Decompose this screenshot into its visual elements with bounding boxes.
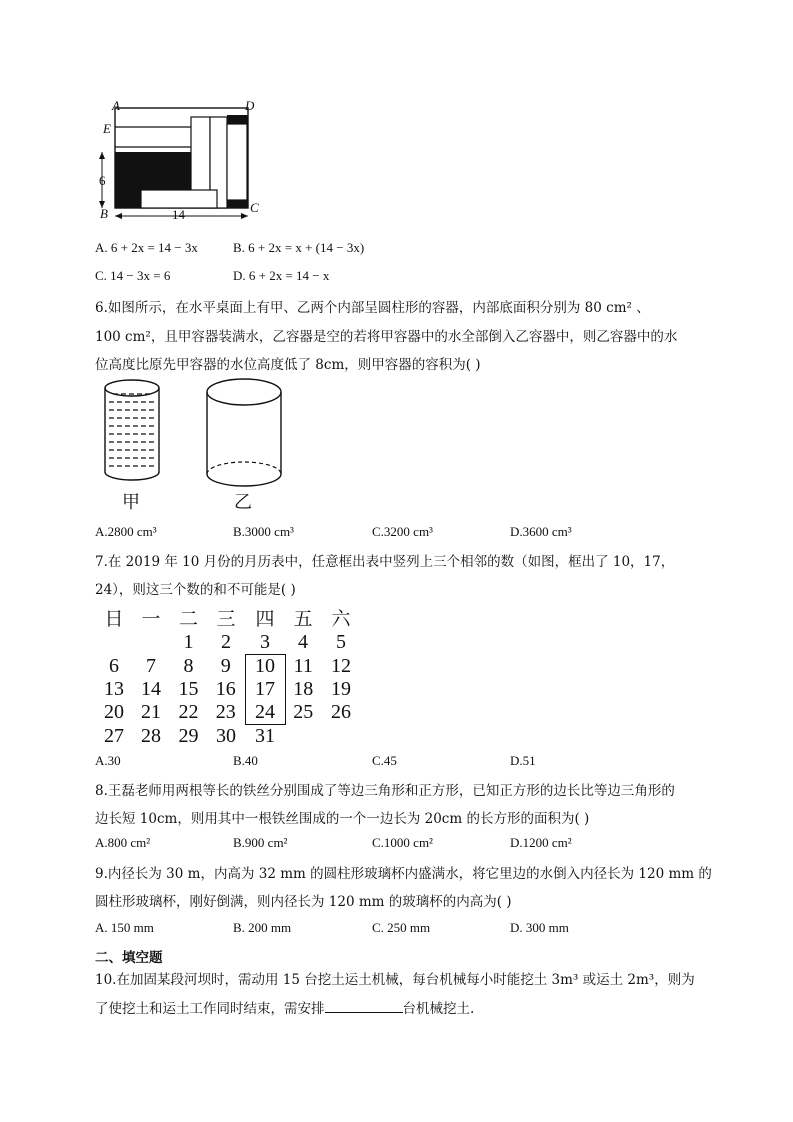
calendar-cell: 1 (183, 631, 194, 654)
q8-option-b: B.900 cm² (233, 835, 288, 850)
calendar-header-cell: 二 (178, 608, 198, 630)
q5-option-a: A. 6 + 2x = 14 − 3x (95, 240, 198, 255)
calendar-row (96, 631, 361, 655)
calendar-cell: 8 (183, 654, 194, 677)
calendar-row (96, 655, 361, 679)
calendar-cell: 23 (215, 701, 236, 724)
calendar-row (96, 725, 361, 749)
q7-calendar (96, 604, 361, 748)
answer-blank[interactable] (325, 1000, 403, 1013)
q5-rectangle-figure (95, 95, 270, 225)
label-e: E (103, 121, 111, 136)
calendar-cell: 7 (146, 654, 156, 677)
q9-option-d: D. 300 mm (510, 920, 569, 935)
q10-line-2-pre: 了使挖土和运土工作同时结束，需安排 (95, 1001, 325, 1017)
calendar-cell: 11 (293, 654, 313, 677)
calendar-header-cell: 六 (331, 608, 351, 630)
q7-option-c: C.45 (372, 753, 397, 768)
calendar-row (96, 701, 361, 725)
calendar-cell: 13 (104, 678, 124, 700)
calendar-cell: 27 (104, 724, 124, 747)
q7-line-1: 7.在 2019 年 10 月份的月历表中，任意框出表中竖列上三个相邻的数（如图，框出了 10，17， (95, 554, 675, 570)
q8-option-a: A.800 cm² (95, 835, 151, 850)
calendar-header-cell: 一 (141, 608, 161, 630)
calendar-header-cell: 日 (104, 608, 124, 630)
calendar-cell-boxed: 10 (245, 655, 285, 679)
calendar-cell: 22 (178, 701, 199, 724)
calendar-cell: 29 (178, 724, 199, 747)
label-six: 6 (99, 173, 106, 188)
label-fourteen: 14 (172, 207, 185, 222)
label-jia: 甲 (122, 492, 140, 513)
calendar-cell: 15 (178, 678, 199, 700)
q8-line-1: 8.王磊老师用两根等长的铁丝分别围成了等边三角形和正方形，已知正方形的边长比等边三角形的 (95, 783, 675, 799)
q9-option-c: C. 250 mm (372, 920, 431, 935)
calendar-row (96, 678, 361, 701)
q6-option-d: D.3600 cm³ (510, 524, 572, 539)
calendar-cell: 16 (215, 678, 236, 700)
q9-line-2: 圆柱形玻璃杯，刚好倒满，则内径长为 120 mm 的玻璃杯的内高为( ) (95, 894, 512, 910)
calendar-header-cell: 四 (255, 608, 275, 630)
calendar-cell: 9 (220, 654, 231, 677)
calendar-cell: 14 (141, 678, 161, 700)
q6-cylinders-figure (95, 372, 300, 492)
calendar-cell: 30 (216, 724, 236, 747)
calendar-cell-boxed: 24 (245, 701, 285, 725)
calendar-cell: 18 (293, 678, 314, 700)
q6-line-3: 位高度比原先甲容器的水位高度低了 8cm，则甲容器的容积为( ) (95, 357, 481, 373)
q10-line-2 (95, 997, 474, 1017)
calendar-cell: 28 (141, 724, 161, 747)
q6-option-c: C.3200 cm³ (372, 524, 433, 539)
q6-line-1: 6.如图所示，在水平桌面上有甲、乙两个内部呈圆柱形的容器，内部底面积分别为 80 cm² 、 (95, 300, 650, 316)
calendar-cell-boxed: 17 (245, 678, 285, 701)
calendar-cell: 2 (221, 631, 231, 654)
q7-line-2: 24），则这三个数的和不可能是( ) (95, 582, 296, 598)
q7-option-a: A.30 (95, 753, 121, 768)
calendar-header-row (96, 604, 361, 631)
label-b: B (100, 206, 108, 221)
q5-option-c: C. 14 − 3x = 6 (95, 268, 171, 283)
q6-option-b: B.3000 cm³ (233, 524, 294, 539)
q8-line-2: 边长短 10cm，则用其中一根铁丝围成的一个一边长为 20cm 的长方形的面积为( ) (95, 811, 590, 827)
label-d: D (245, 98, 255, 113)
q6-line-2: 100 cm²，且甲容器装满水，乙容器是空的若将甲容器中的水全部倒入乙容器中，则乙容器中的水 (95, 329, 678, 345)
calendar-header-cell: 三 (216, 608, 236, 630)
calendar-cell: 20 (104, 701, 124, 724)
calendar-cell: 3 (260, 631, 270, 653)
q7-option-b: B.40 (233, 753, 258, 768)
calendar-cell (285, 725, 321, 749)
calendar-cell: 21 (141, 701, 161, 724)
calendar-cell: 6 (109, 654, 119, 677)
label-c: C (250, 200, 259, 215)
calendar-cell: 4 (298, 631, 308, 654)
q9-line-1: 9.内径长为 30 m，内高为 32 mm 的圆柱形玻璃杯内盛满水，将它里边的水倒入内径长为 120 mm 的 (95, 866, 712, 882)
calendar-header-cell: 五 (293, 608, 313, 630)
calendar-cell (132, 631, 170, 655)
q10-line-2-post: 台机械挖土. (402, 1001, 475, 1017)
q9-option-a: A. 150 mm (95, 920, 154, 935)
q5-option-b: B. 6 + 2x = x + (14 − 3x) (233, 240, 365, 255)
label-yi: 乙 (234, 492, 252, 513)
calendar-cell: 26 (331, 701, 351, 724)
calendar-cell: 19 (331, 678, 351, 700)
q7-option-d: D.51 (510, 753, 536, 768)
calendar-cell (321, 725, 361, 749)
q10-line-1: 10.在加固某段河坝时，需动用 15 台挖土运土机械，每台机械每小时能挖土 3m³ 或运土 2m³，则为 (95, 972, 695, 988)
q8-option-c: C.1000 cm² (372, 835, 433, 850)
section-title-fill-in: 二、填空题 (95, 950, 163, 966)
q9-option-b: B. 200 mm (233, 920, 292, 935)
calendar-cell: 31 (255, 725, 275, 747)
calendar-cell: 12 (331, 654, 351, 677)
calendar-cell: 5 (336, 631, 346, 654)
q6-option-a: A.2800 cm³ (95, 524, 157, 539)
q8-option-d: D.1200 cm² (510, 835, 572, 850)
label-a: A (112, 98, 120, 113)
calendar-cell (96, 631, 132, 655)
q5-option-d: D. 6 + 2x = 14 − x (233, 268, 330, 283)
calendar-cell: 25 (293, 701, 314, 724)
